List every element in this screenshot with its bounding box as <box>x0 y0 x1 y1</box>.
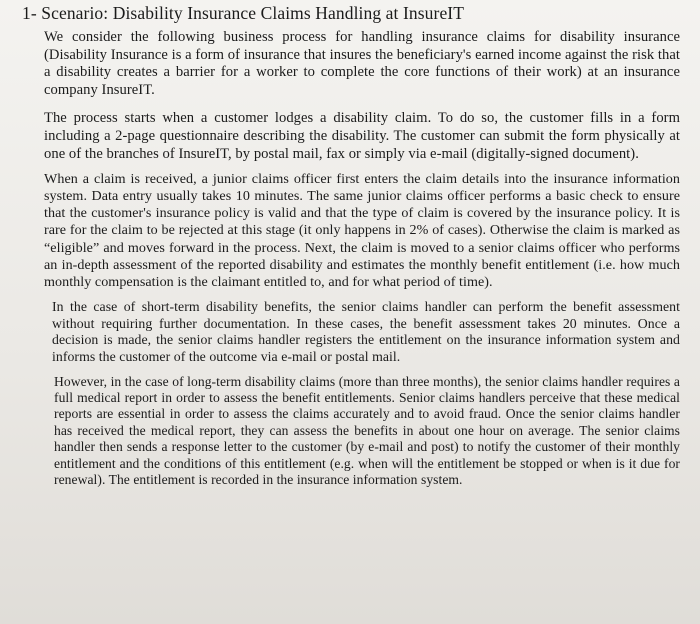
scenario-heading: 1- Scenario: Disability Insurance Claims Handling at InsureIT <box>22 3 465 23</box>
paragraph-short-term-benefits: In the case of short-term disability benefits, the senior claims handler can perform the benefit assessment without requiring further documentation. In these cases, the benefit assessment takes 20 minutes. Once a decision is made, the senior claims handler registers the entitlement on the insurance information system and informs the customer of the outcome via e-mail or postal mail. <box>52 298 680 364</box>
paragraph-long-term-benefits: However, in the case of long-term disability claims (more than three months), the senior claims handler requires a full medical report in order to assess the benefit entitlements. Senior claims handlers perceive that these medical reports are essential in order to assess the claims accurately and to avoid fraud. Once the senior claims handler has received the medical report, they can assess the benefits in about one hour on average. The senior claims handler then sends a response letter to the customer (by e-mail and post) to notify the customer of their monthly entitlement and the conditions of this entitlement (e.g. when will the entitlement be stopped or when is it due for renewal). The entitlement is recorded in the insurance information system. <box>54 373 680 488</box>
paragraph-introduction: We consider the following business process for handling insurance claims for disability insurance (Disability Insurance is a form of insurance that insures the beneficiary's earned income against the risk that a disability creates a barrier for a worker to complete the core functions of their work) at an insurance company InsureIT. <box>44 29 680 98</box>
paragraph-claim-lodging: The process starts when a customer lodges a disability claim. To do so, the customer fills in a form including a 2-page questionnaire describing the disability. The customer can submit the form physically at one of the branches of InsureIT, by postal mail, fax or simply via e-mail (digitally-signed document). <box>44 110 680 162</box>
paragraph-claim-processing: When a claim is received, a junior claims officer first enters the claim details into the insurance information system. Data entry usually takes 10 minutes. The same junior claims officer performs a basic check to ensure that the customer's insurance policy is valid and that the type of claim is covered by the insurance policy. It is rare for the claim to be rejected at this stage (it only happens in 2% of cases). Otherwise the claim is marked as “eligible” and moves forward in the process. Next, the claim is moved to a senior claims officer who performs an in-depth assessment of the reported disability and estimates the monthly benefit entitlement (i.e. how much monthly compensation is the claimant entitled to, and for what period of time). <box>44 171 680 290</box>
